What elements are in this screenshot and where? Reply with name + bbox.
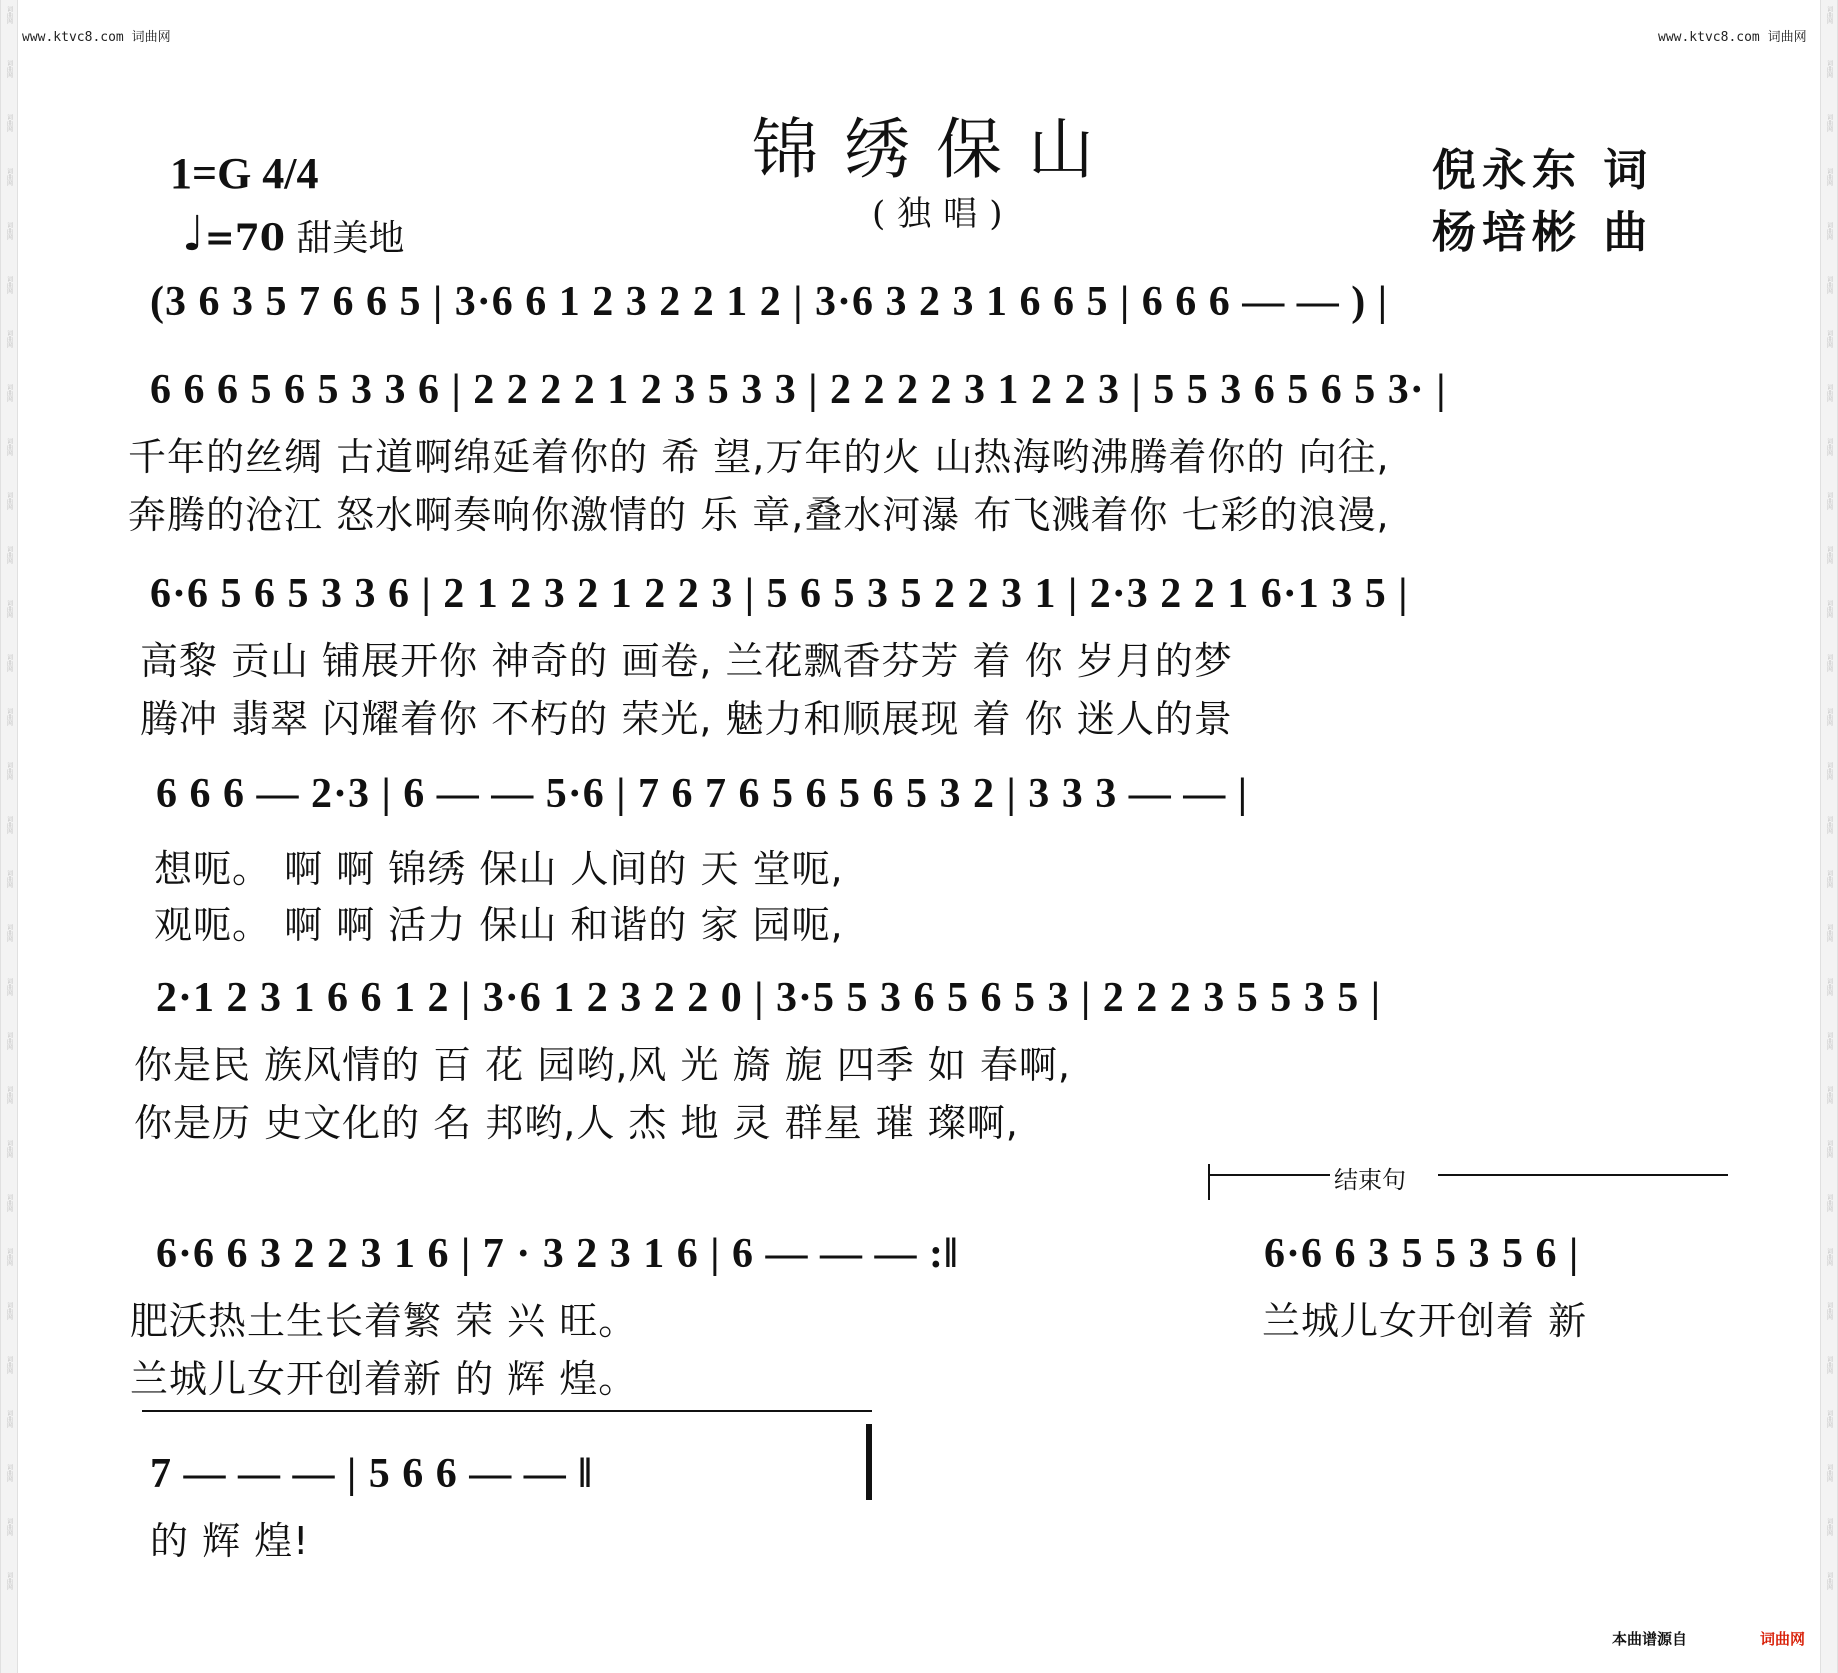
side-watermark-mark: 词曲网 — [1825, 438, 1833, 456]
row3-lyric-verse1: 想呃。 啊 啊 锦绣 保山 人间的 天 堂呃, — [154, 847, 844, 891]
side-watermark-mark: 词曲网 — [5, 924, 13, 942]
row6-lyric: 的 辉 煌! — [150, 1519, 310, 1563]
side-watermark-mark: 词曲网 — [5, 1572, 13, 1590]
side-watermark-mark: 词曲网 — [5, 114, 13, 132]
side-watermark-mark: 词曲网 — [5, 1518, 13, 1536]
side-watermark-mark: 词曲网 — [1825, 6, 1833, 24]
row1-notation: 6 6 6 5 6 5 3 3 6 | 2 2 2 2 1 2 3 5 3 3 | 2 2 2 2 3 1 2 2 3 | 5 5 3 6 5 6 5 3· | — [150, 367, 1447, 413]
row2-lyric-verse2: 腾冲 翡翠 闪耀着你 不朽的 荣光, 魅力和顺展现 着 你 迷人的景 — [140, 697, 1233, 741]
row1-lyric-verse1: 千年的丝绸 古道啊绵延着你的 希 望,万年的火 山热海哟沸腾着你的 向往, — [128, 435, 1390, 479]
side-watermark-mark: 词曲网 — [5, 384, 13, 402]
row1-lyric-verse2: 奔腾的沧江 怒水啊奏响你激情的 乐 章,叠水河瀑 布飞溅着你 七彩的浪漫, — [128, 493, 1390, 537]
side-watermark-mark: 词曲网 — [1825, 978, 1833, 996]
final-ending-bracket — [142, 1410, 872, 1412]
side-watermark-mark: 词曲网 — [5, 1356, 13, 1374]
row4-lyric-verse1: 你是民 族风情的 百 花 园哟,风 光 旖 旎 四季 如 春啊, — [134, 1043, 1071, 1087]
side-watermark-mark: 词曲网 — [1825, 1086, 1833, 1104]
side-watermark-mark: 词曲网 — [5, 1032, 13, 1050]
ending-label: 结束句 — [1334, 1166, 1406, 1194]
side-watermark-mark: 词曲网 — [5, 492, 13, 510]
side-watermark-mark: 词曲网 — [5, 654, 13, 672]
side-watermark-mark: 词曲网 — [1825, 1302, 1833, 1320]
footer-source: 本曲谱源自 — [1612, 1630, 1688, 1648]
side-watermark-mark: 词曲网 — [1825, 1572, 1833, 1590]
site-watermark-left: www.ktvc8.com 词曲网 — [22, 30, 171, 45]
row5-lyric-verse1: 肥沃热土生长着繁 荣 兴 旺。 — [130, 1299, 638, 1343]
site-watermark-right: www.ktvc8.com 词曲网 — [1658, 30, 1807, 45]
side-watermark-mark: 词曲网 — [1825, 1464, 1833, 1482]
side-watermark-mark: 词曲网 — [1825, 1032, 1833, 1050]
side-watermark-mark: 词曲网 — [5, 1302, 13, 1320]
ending-bracket-line-b — [1438, 1174, 1728, 1176]
side-watermark-mark: 词曲网 — [5, 1140, 13, 1158]
side-watermark-mark: 词曲网 — [5, 1248, 13, 1266]
side-watermark-mark: 词曲网 — [1825, 1194, 1833, 1212]
side-watermark-mark: 词曲网 — [1825, 1410, 1833, 1428]
row5-lyric-verse2: 兰城儿女开创着新 的 辉 煌。 — [130, 1357, 638, 1401]
side-watermark-mark: 词曲网 — [5, 276, 13, 294]
side-watermark-mark: 词曲网 — [1825, 168, 1833, 186]
ending-bracket-line-a — [1210, 1174, 1330, 1176]
side-watermark-mark: 词曲网 — [5, 708, 13, 726]
tempo-mood: 甜美地 — [296, 218, 405, 259]
lyricist-credit: 倪永东 词 — [1432, 145, 1654, 196]
side-watermark-mark: 词曲网 — [1825, 222, 1833, 240]
final-double-barline — [866, 1424, 872, 1500]
quarter-note-icon: ♩ — [182, 206, 205, 262]
right-watermark-strip — [1820, 0, 1838, 1673]
side-watermark-mark: 词曲网 — [5, 168, 13, 186]
side-watermark-mark: 词曲网 — [5, 870, 13, 888]
side-watermark-mark: 词曲网 — [1825, 924, 1833, 942]
left-watermark-strip — [0, 0, 18, 1673]
song-title: 锦绣保山 — [752, 111, 1120, 188]
song-subtitle: (独唱) — [872, 194, 1015, 234]
side-watermark-mark: 词曲网 — [5, 1464, 13, 1482]
side-watermark-mark: 词曲网 — [1825, 1140, 1833, 1158]
side-watermark-mark: 词曲网 — [1825, 492, 1833, 510]
tempo-marking — [182, 206, 404, 262]
side-watermark-mark: 词曲网 — [5, 60, 13, 78]
row4-notation: 2·1 2 3 1 6 6 1 2 | 3·6 1 2 3 2 2 0 | 3·5 5 3 6 5 6 5 3 | 2 2 2 3 5 5 3 5 | — [156, 975, 1382, 1021]
ending-bracket-left — [1208, 1164, 1210, 1200]
side-watermark-mark: 词曲网 — [1825, 870, 1833, 888]
side-watermark-mark: 词曲网 — [1825, 600, 1833, 618]
side-watermark-mark: 词曲网 — [5, 762, 13, 780]
side-watermark-mark: 词曲网 — [5, 600, 13, 618]
side-watermark-mark: 词曲网 — [1825, 1248, 1833, 1266]
side-watermark-mark: 词曲网 — [1825, 546, 1833, 564]
side-watermark-mark: 词曲网 — [5, 330, 13, 348]
row6-notation: 7 — — — | 5 6 6 — — ‖ — [150, 1451, 593, 1497]
intro-notation: (3 6 3 5 7 6 6 5 | 3·6 6 1 2 3 2 2 1 2 | 3·6 3 2 3 1 6 6 5 | 6 6 6 — — ) | — [150, 279, 1388, 325]
row4-lyric-verse2: 你是历 史文化的 名 邦哟,人 杰 地 灵 群星 璀 璨啊, — [134, 1101, 1019, 1145]
side-watermark-mark: 词曲网 — [5, 6, 13, 24]
row2-notation: 6·6 5 6 5 3 3 6 | 2 1 2 3 2 1 2 2 3 | 5 6 5 3 5 2 2 3 1 | 2·3 2 2 1 6·1 3 5 | — [150, 571, 1409, 617]
side-watermark-mark: 词曲网 — [5, 438, 13, 456]
side-watermark-mark: 词曲网 — [5, 1410, 13, 1428]
row2-lyric-verse1: 高黎 贡山 铺展开你 神奇的 画卷, 兰花飘香芬芳 着 你 岁月的梦 — [140, 639, 1233, 683]
row5-lyric-ending: 兰城儿女开创着 新 — [1262, 1299, 1588, 1343]
side-watermark-mark: 词曲网 — [1825, 816, 1833, 834]
side-watermark-mark: 词曲网 — [1825, 1356, 1833, 1374]
row5-notation: 6·6 6 3 2 2 3 1 6 | 7 · 3 2 3 1 6 | 6 — — — :‖ — [156, 1231, 959, 1277]
side-watermark-mark: 词曲网 — [5, 978, 13, 996]
side-watermark-mark: 词曲网 — [5, 816, 13, 834]
composer-credit: 杨培彬 曲 — [1432, 207, 1654, 258]
side-watermark-mark: 词曲网 — [1825, 384, 1833, 402]
side-watermark-mark: 词曲网 — [5, 546, 13, 564]
side-watermark-mark: 词曲网 — [1825, 330, 1833, 348]
side-watermark-mark: 词曲网 — [5, 1194, 13, 1212]
side-watermark-mark: 词曲网 — [1825, 708, 1833, 726]
side-watermark-mark: 词曲网 — [1825, 1518, 1833, 1536]
row3-lyric-verse2: 观呃。 啊 啊 活力 保山 和谐的 家 园呃, — [154, 903, 844, 947]
tempo-value: =70 — [204, 217, 285, 259]
side-watermark-mark: 词曲网 — [1825, 762, 1833, 780]
row5-ending-notation: 6·6 6 3 5 5 3 5 6 | — [1264, 1231, 1580, 1277]
key-signature: 1=G 4/4 — [170, 149, 319, 198]
side-watermark-mark: 词曲网 — [5, 222, 13, 240]
side-watermark-mark: 词曲网 — [1825, 276, 1833, 294]
side-watermark-mark: 词曲网 — [1825, 60, 1833, 78]
side-watermark-mark: 词曲网 — [1825, 114, 1833, 132]
side-watermark-mark: 词曲网 — [1825, 654, 1833, 672]
row3-notation: 6 6 6 — 2·3 | 6 — — 5·6 | 7 6 7 6 5 6 5 6 5 3 2 | 3 3 3 — — | — [156, 771, 1249, 817]
footer-brand-logo: 词曲网 — [1760, 1630, 1806, 1648]
side-watermark-mark: 词曲网 — [5, 1086, 13, 1104]
